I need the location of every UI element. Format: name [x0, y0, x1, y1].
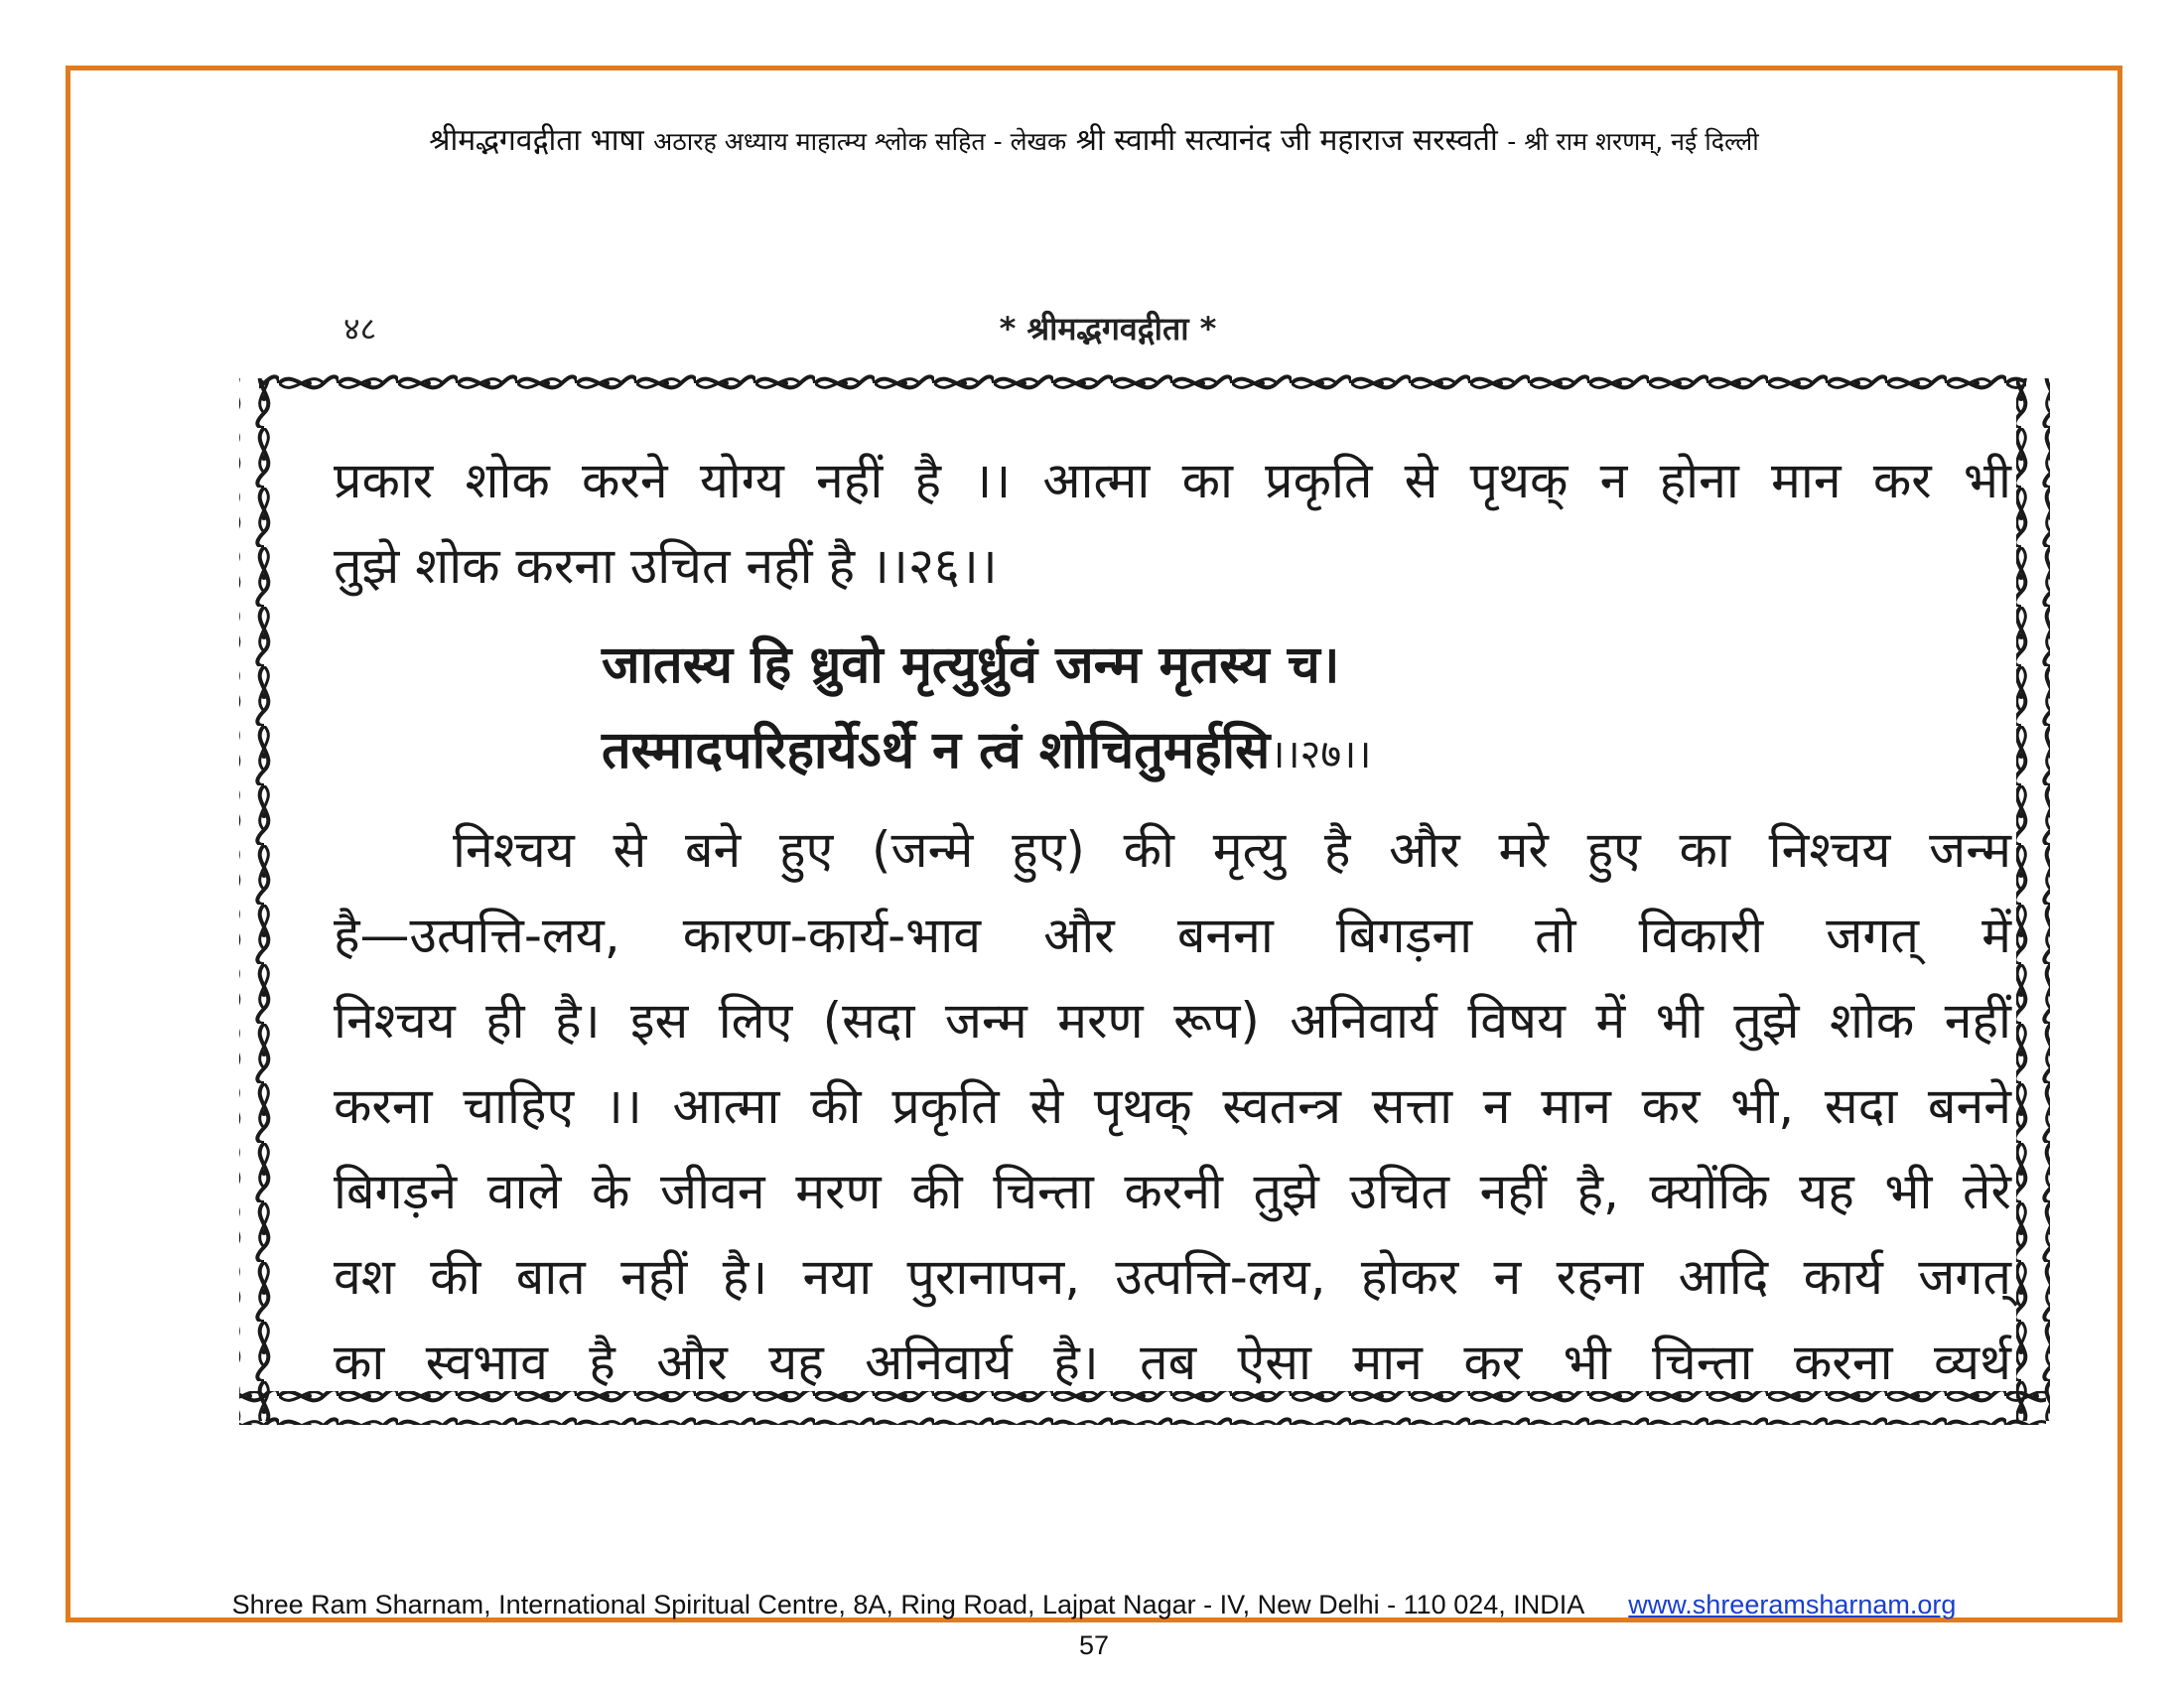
- text-line: बिगड़ने वाले के जीवन मरण की चिन्ता करनी तुझे उचित नहीं है, क्योंकि यह भी तेरे: [334, 1163, 2011, 1220]
- scan-page-number: ४८: [343, 310, 377, 348]
- text-line: का स्वभाव है और यह अनिवार्य है। तब ऐसा मान कर भी चिन्ता करना व्यर्थ: [334, 1334, 2011, 1391]
- footer-address: Shree Ram Sharnam, International Spiritual Centre, 8A, Ring Road, Lajpat Nagar - IV, New Delhi - 110 024, INDIA: [231, 1590, 1583, 1619]
- page-frame: [66, 66, 2122, 1660]
- page-footer: [70, 1590, 2117, 1661]
- paragraph-2: [334, 807, 2011, 1405]
- shloka-line-2-text: तस्मादपरिहार्येऽर्थे न त्वं शोचितुमर्हसि: [602, 721, 1271, 780]
- text-line: निश्चय से बने हुए (जन्मे हुए) की मृत्यु है और मरे हुए का निश्चय जन्म: [453, 821, 2011, 879]
- text-line: वश की बात नहीं है। नया पुरानापन, उत्पत्ति-लय, होकर न रहना आदि कार्य जगत्: [334, 1248, 2011, 1306]
- shloka-number: ।।२७।।: [1270, 732, 1372, 777]
- running-head: * श्रीमद्भगवद्गीता *: [999, 310, 1217, 348]
- text-line: प्रकार शोक करने योग्य नहीं है ।। आत्मा का प्रकृति से पृथक् न होना मान कर भी: [334, 452, 2011, 509]
- shloka: [334, 623, 2011, 797]
- header-publisher: - श्री राम शरणम्, नई दिल्ली: [1507, 127, 1759, 156]
- footer-page-number: 57: [1078, 1630, 1110, 1660]
- shloka-line-2: [602, 708, 2011, 797]
- text-line: करना चाहिए ।। आत्मा की प्रकृति से पृथक् स्वतन्त्र सत्ता न मान कर भी, सदा बनने: [334, 1077, 2011, 1135]
- website-link[interactable]: www.shreeramsharnam.org: [1628, 1590, 1957, 1619]
- scan-text-body: [334, 438, 2011, 1405]
- shloka-line-1: जातस्य हि ध्रुवो मृत्युर्ध्रुवं जन्म मृतस्य च।: [602, 635, 1340, 695]
- text-line: है—उत्पत्ति-लय, कारण-कार्य-भाव और बनना बिगड़ना तो विकारी जगत् में: [334, 907, 2011, 964]
- header-title-subtitle: अठारह अध्याय माहात्म्य श्लोक सहित - लेखक: [653, 127, 1067, 156]
- header-title-main: श्रीमद्भगवद्गीता भाषा: [429, 123, 644, 158]
- book-header: [70, 118, 2117, 159]
- header-author: श्री स्वामी सत्यानंद जी महाराज सरस्वती: [1075, 123, 1498, 158]
- paragraph-1: [334, 438, 2011, 609]
- text-line: निश्चय ही है। इस लिए (सदा जन्म मरण रूप) अनिवार्य विषय में भी तुझे शोक नहीं: [334, 992, 2011, 1050]
- scanned-page: [150, 229, 2066, 1431]
- text-line: तुझे शोक करना उचित नहीं है ।।२६।।: [334, 537, 998, 595]
